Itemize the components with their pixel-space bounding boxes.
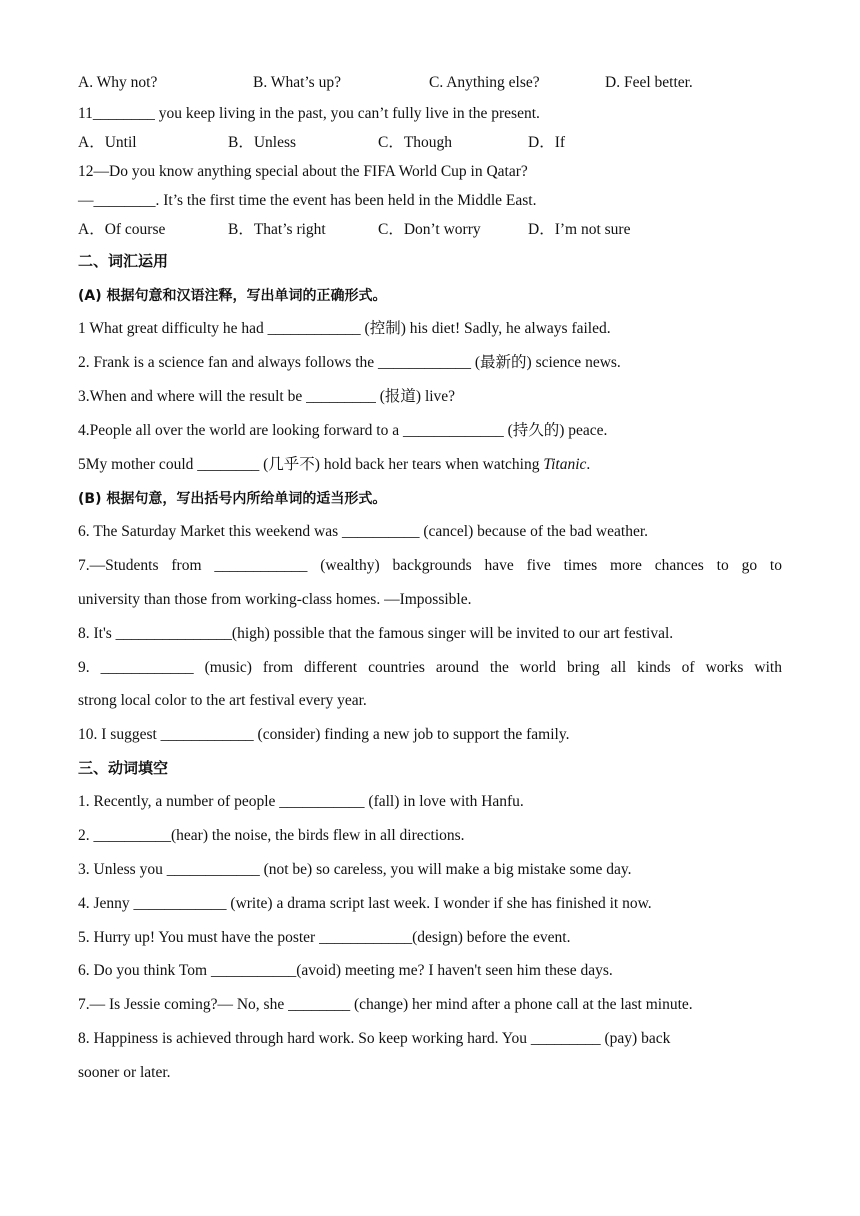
section2-partB-item-8: 8. It's _______________(high) possible that the famous singer will be invited to our art festival. xyxy=(78,625,674,642)
section2-partB-item-7-line1 xyxy=(78,556,782,576)
section3-item-1: 1. Recently, a number of people ___________ (fall) in love with Hanfu. xyxy=(78,793,524,810)
section3-item-8-line2: sooner or later. xyxy=(78,1064,171,1081)
item7-line1-text: 7.—Students from ____________ (wealthy) backgrounds have five times more chances to go to xyxy=(78,557,782,574)
item9-line1-text: 9. ____________ (music) from different countries around the world bring all kinds of works with xyxy=(78,659,782,676)
section2-partA-item-2: 2. Frank is a science fan and always follows the ____________ (最新的) science news. xyxy=(78,354,621,371)
q10-option-b: B. What’s up? xyxy=(253,74,341,91)
q12-option-b: B．That’s right xyxy=(228,221,326,238)
section2-partA-item-4: 4.People all over the world are looking forward to a _____________ (持久的) peace. xyxy=(78,422,608,439)
section2-partB-item-9-line2: strong local color to the art festival every year. xyxy=(78,692,367,709)
section2-partA-title: (A) 根据句意和汉语注释，写出单词的正确形式。 xyxy=(78,288,387,304)
q12-option-d: D．I’m not sure xyxy=(528,221,631,238)
section2-partB-item-7-line2: university than those from working-class homes. —Impossible. xyxy=(78,591,472,608)
section2-partB-title: (B) 根据句意，写出括号内所给单词的适当形式。 xyxy=(78,491,387,507)
q11-stem: 11________ you keep living in the past, you can’t fully live in the present. xyxy=(78,105,540,122)
item5-suffix: . xyxy=(586,456,591,473)
section2-title: 二、词汇运用 xyxy=(78,252,169,270)
q10-option-a: A. Why not? xyxy=(78,74,158,91)
q11-options xyxy=(78,133,782,153)
section3-item-7: 7.— Is Jessie coming?— No, she ________ (change) her mind after a phone call at the last minute. xyxy=(78,996,693,1013)
section2-partA-item-3: 3.When and where will the result be _________ (报道) live? xyxy=(78,388,456,405)
section3-title: 三、动词填空 xyxy=(78,759,169,777)
section2-partB-item-9-line1 xyxy=(78,658,782,678)
section2-partB-item-6: 6. The Saturday Market this weekend was __________ (cancel) because of the bad weather. xyxy=(78,523,649,540)
section3-item-4: 4. Jenny ____________ (write) a drama script last week. I wonder if she has finished it now. xyxy=(78,895,652,912)
q11-option-d: D．If xyxy=(528,134,566,151)
q11-option-c: C．Though xyxy=(378,134,453,151)
q12-option-a: A．Of course xyxy=(78,221,166,238)
q12-stem: 12—Do you know anything special about the FIFA World Cup in Qatar? xyxy=(78,163,528,180)
item5-italic-title: Titanic xyxy=(543,456,587,473)
section2-partB-item-10: 10. I suggest ____________ (consider) finding a new job to support the family. xyxy=(78,726,570,743)
section3-item-2: 2. __________(hear) the noise, the birds flew in all directions. xyxy=(78,827,465,844)
q10-options xyxy=(78,73,782,93)
section3-item-5: 5. Hurry up! You must have the poster ____________(design) before the event. xyxy=(78,929,571,946)
q12-option-c: C．Don’t worry xyxy=(378,221,481,238)
section3-item-8: 8. Happiness is achieved through hard work. So keep working hard. You _________ (pay) back xyxy=(78,1030,671,1047)
q10-option-c: C. Anything else? xyxy=(429,74,540,91)
section2-partA-item-1: 1 What great difficulty he had ____________ (控制) his diet! Sadly, he always failed. xyxy=(78,320,611,337)
item5-prefix: 5My mother could ________ (几乎不) hold back her tears when watching xyxy=(78,456,544,473)
q10-option-d: D. Feel better. xyxy=(605,74,693,91)
q11-option-b: B．Unless xyxy=(228,134,297,151)
section3-item-3: 3. Unless you ____________ (not be) so careless, you will make a big mistake some day. xyxy=(78,861,632,878)
q12-answer-line: —________. It’s the first time the event has been held in the Middle East. xyxy=(78,192,537,209)
q12-options xyxy=(78,220,782,240)
section3-item-6: 6. Do you think Tom ___________(avoid) meeting me? I haven't seen him these days. xyxy=(78,962,613,979)
q11-option-a: A．Until xyxy=(78,134,137,151)
section2-partA-item-5 xyxy=(78,455,590,475)
